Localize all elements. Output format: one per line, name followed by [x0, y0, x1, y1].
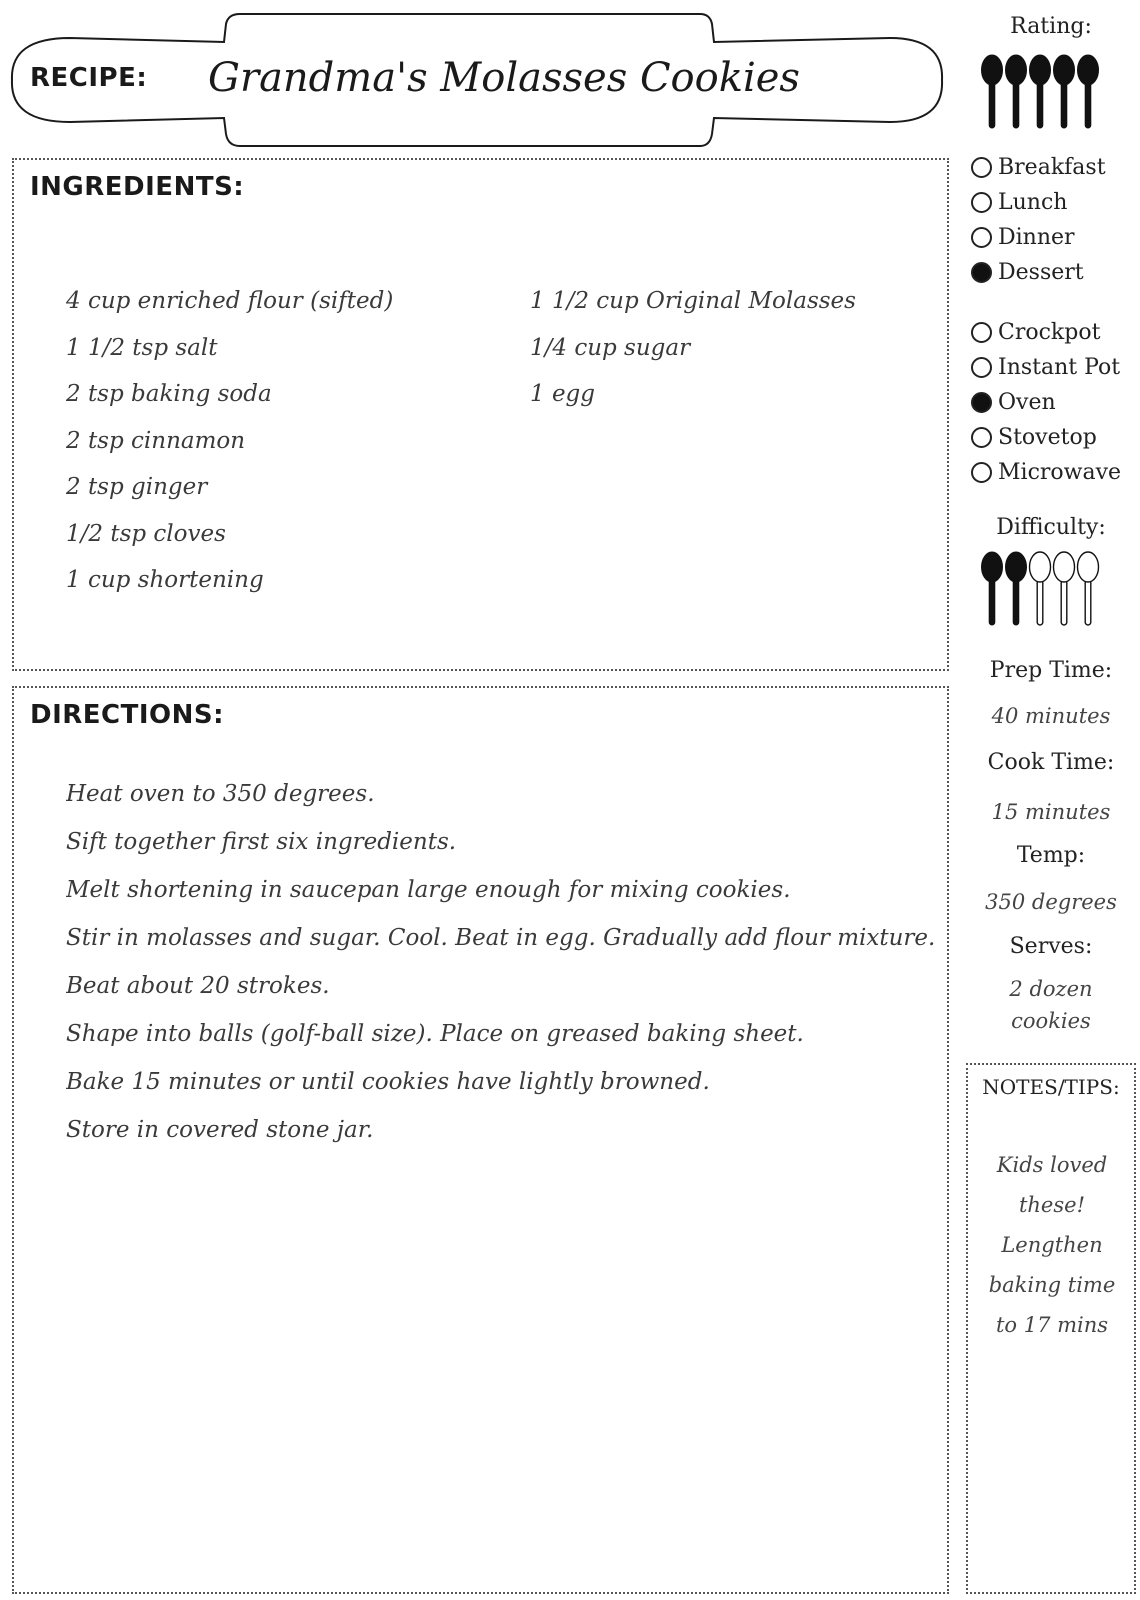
spoon-filled-icon [982, 55, 1003, 128]
ingredients-column-1 [66, 278, 496, 604]
spoon-filled-icon [1054, 55, 1075, 128]
cook-time-value: 15 minutes [991, 800, 1111, 824]
method-option-instant-pot[interactable] [971, 350, 1121, 385]
rating-spoons [980, 54, 1106, 130]
direction-step: Shape into balls (golf-ball size). Place on greased baking sheet. [66, 1021, 804, 1047]
radio-circle-icon[interactable] [971, 227, 992, 248]
method-option-oven[interactable] [971, 385, 1121, 420]
option-label: Lunch [998, 190, 1068, 215]
ingredients-heading: INGREDIENTS: [30, 172, 245, 202]
option-label: Breakfast [998, 155, 1106, 180]
ingredient-item: 1 egg [530, 381, 596, 407]
spoon-outline-icon [1054, 552, 1075, 625]
notes-heading: NOTES/TIPS: [982, 1075, 1120, 1099]
option-label: Dessert [998, 260, 1084, 285]
temp-label: Temp: [1016, 843, 1086, 868]
ingredients-column-2 [530, 278, 930, 418]
prep-time-value: 40 minutes [991, 704, 1111, 728]
direction-step: Heat oven to 350 degrees. [66, 781, 375, 807]
method-option-microwave[interactable] [971, 455, 1121, 490]
serves-label: Serves: [1009, 934, 1093, 959]
radio-circle-icon[interactable] [971, 192, 992, 213]
notes-section [966, 1063, 1136, 1594]
recipe-title: Grandma's Molasses Cookies [208, 55, 800, 101]
directions-heading: DIRECTIONS: [30, 700, 225, 730]
ingredient-item: 2 tsp baking soda [66, 381, 272, 407]
radio-circle-icon[interactable] [971, 462, 992, 483]
meal-option-dinner[interactable] [971, 220, 1106, 255]
ingredient-item: 1/4 cup sugar [530, 334, 691, 361]
radio-filled-icon[interactable] [971, 392, 992, 413]
direction-step: Melt shortening in saucepan large enough for mixing cookies. [66, 877, 791, 903]
radio-circle-icon[interactable] [971, 357, 992, 378]
ingredient-item: 1 1/2 cup Original Molasses [530, 288, 856, 314]
ingredients-section [12, 158, 949, 671]
ingredient-item: 1 1/2 tsp salt [66, 334, 218, 361]
option-label: Instant Pot [998, 355, 1121, 380]
notes-line: these! [1018, 1193, 1086, 1217]
directions-section [12, 686, 949, 1594]
radio-circle-icon[interactable] [971, 322, 992, 343]
option-label: Stovetop [998, 425, 1097, 450]
difficulty-spoons [980, 551, 1106, 627]
temp-value: 350 degrees [985, 890, 1117, 914]
spoon-filled-icon [982, 552, 1003, 625]
ingredient-item: 2 tsp cinnamon [66, 427, 246, 454]
rating-label: Rating: [1010, 14, 1092, 39]
spoon-filled-icon [1006, 55, 1027, 128]
recipe-label: RECIPE: [30, 63, 148, 93]
option-label: Oven [998, 390, 1056, 415]
meal-option-dessert[interactable] [971, 255, 1106, 290]
difficulty-label: Difficulty: [996, 515, 1106, 540]
option-label: Microwave [998, 460, 1122, 485]
cook-time-label: Cook Time: [987, 750, 1115, 775]
spoon-filled-icon [1078, 55, 1099, 128]
cooking-method-options [971, 315, 1121, 490]
direction-step: Store in covered stone jar. [66, 1117, 374, 1143]
notes-line: baking time [988, 1273, 1116, 1297]
ingredient-item: 4 cup enriched flour (sifted) [66, 288, 394, 314]
option-label: Dinner [998, 225, 1075, 250]
spoon-outline-icon [1030, 552, 1051, 625]
spoon-filled-icon [1006, 552, 1027, 625]
meal-option-lunch[interactable] [971, 185, 1106, 220]
ingredient-item: 1/2 tsp cloves [66, 520, 226, 547]
spoon-filled-icon [1030, 55, 1051, 128]
notes-line: Lengthen [1001, 1233, 1103, 1257]
directions-list [66, 770, 946, 1154]
direction-step: Stir in molasses and sugar. Cool. Beat in egg. Gradually add flour mixture. [66, 925, 936, 951]
direction-step: Sift together first six ingredients. [66, 829, 457, 855]
direction-step: Beat about 20 strokes. [66, 973, 330, 999]
prep-time-label: Prep Time: [989, 658, 1113, 683]
notes-text [972, 1145, 1132, 1345]
notes-line: Kids loved [996, 1153, 1108, 1177]
meal-type-options [971, 150, 1106, 290]
radio-circle-icon[interactable] [971, 427, 992, 448]
method-option-stovetop[interactable] [971, 420, 1121, 455]
option-label: Crockpot [998, 320, 1101, 345]
spoon-outline-icon [1078, 552, 1099, 625]
radio-circle-icon[interactable] [971, 157, 992, 178]
ingredient-item: 1 cup shortening [66, 567, 264, 593]
radio-filled-icon[interactable] [971, 262, 992, 283]
meal-option-breakfast[interactable] [971, 150, 1106, 185]
ingredient-item: 2 tsp ginger [66, 474, 208, 500]
serves-value-line-2: cookies [1011, 1009, 1091, 1033]
notes-line: to 17 mins [995, 1313, 1109, 1337]
method-option-crockpot[interactable] [971, 315, 1121, 350]
direction-step: Bake 15 minutes or until cookies have lightly browned. [66, 1069, 710, 1095]
serves-value-line-1: 2 dozen [1009, 977, 1093, 1001]
